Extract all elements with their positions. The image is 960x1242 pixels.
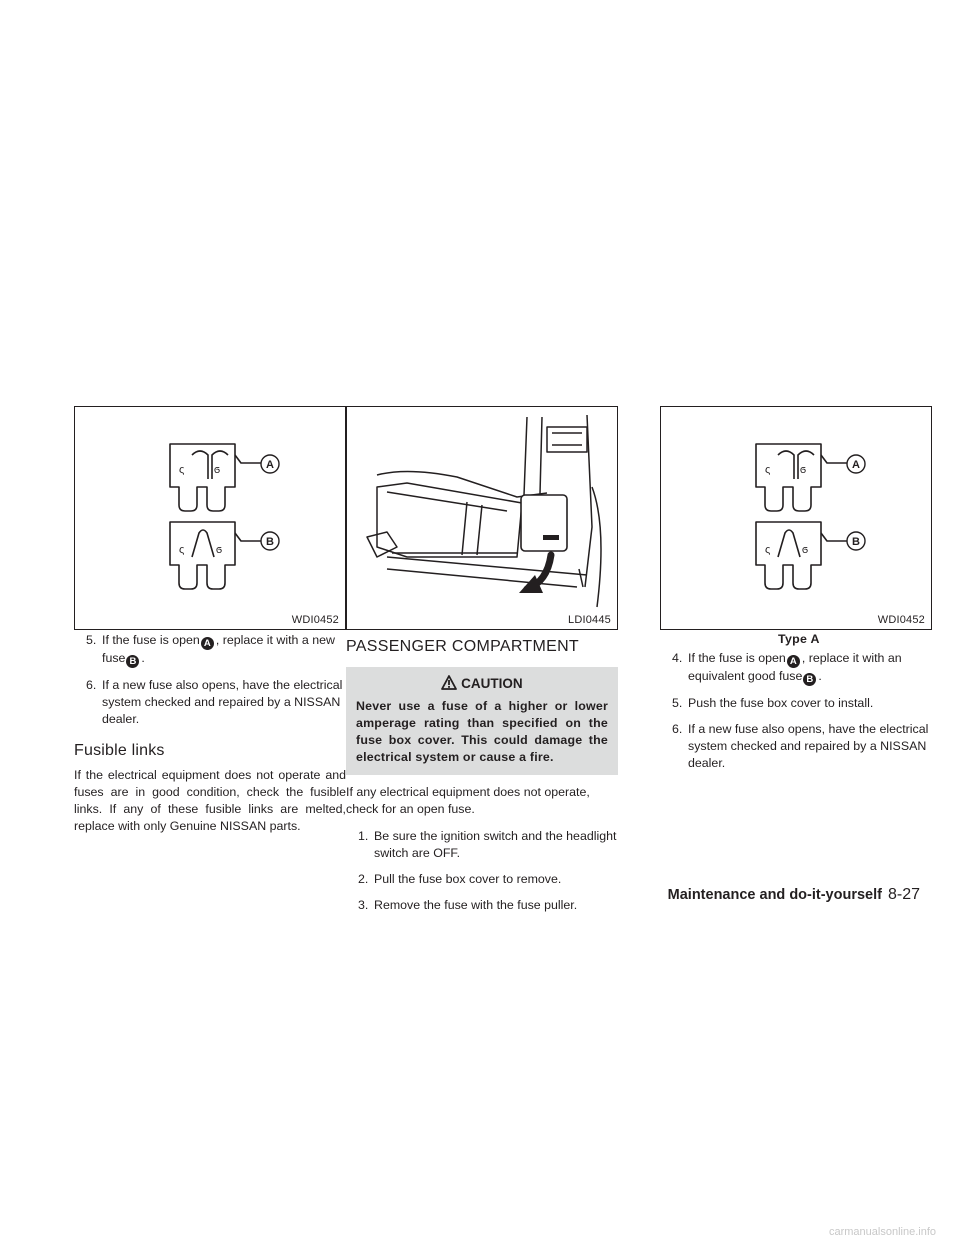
- fuse-illustration: [75, 407, 345, 629]
- label-a-icon: A: [787, 655, 800, 668]
- step-text: Push the fuse box cover to install.: [688, 696, 874, 710]
- figure-fuses-left: [74, 406, 346, 630]
- step-text: If a new fuse also opens, have the electrical system checked and repaired by a NISSAN dealer.: [102, 678, 343, 726]
- step-item: [74, 632, 346, 668]
- figure-fuses-right: [660, 406, 932, 630]
- step-item: [346, 871, 618, 888]
- center-column: [346, 634, 618, 923]
- step-number: 4.: [672, 651, 683, 665]
- step-text: .: [818, 669, 822, 683]
- step-number: 3.: [358, 898, 369, 912]
- figure-code: WDI0452: [291, 614, 339, 626]
- step-text: If a new fuse also opens, have the electrical system checked and repaired by a NISSAN dealer.: [688, 722, 929, 770]
- figure-caption: Type A: [778, 632, 820, 646]
- step-text: , replace it with an equivalent good fuse: [688, 651, 902, 683]
- figure-glovebox: [346, 406, 618, 630]
- step-item: [74, 677, 346, 728]
- step-number: 6.: [86, 678, 97, 692]
- step-text: .: [141, 651, 145, 665]
- body-paragraph: If the electrical equipment does not operate and fuses are in good condition, check the fusible links. If any of these fusible links are melted, replace with only Genuine NISSAN parts.: [74, 768, 346, 833]
- left-column: [74, 632, 346, 845]
- step-text: , replace it with a new fuse: [102, 633, 335, 665]
- callout-a: A: [852, 459, 860, 471]
- callout-a: A: [266, 459, 274, 471]
- page-footer: [668, 886, 920, 904]
- glovebox-illustration: [347, 407, 617, 629]
- callout-b: B: [852, 536, 860, 548]
- callout-b: B: [266, 536, 274, 548]
- section-heading: PASSENGER COMPARTMENT: [346, 638, 579, 655]
- step-item: [346, 897, 618, 914]
- caution-box: [346, 667, 618, 775]
- figure-code: LDI0445: [568, 614, 611, 626]
- step-text: If the fuse is open: [102, 633, 200, 647]
- svg-text:ϭ: ϭ: [214, 464, 221, 476]
- step-number: 5.: [672, 696, 683, 710]
- watermark: carmanualsonline.info: [828, 1226, 936, 1238]
- caution-text: Never use a fuse of a higher or lower amperage rating than specified on the fuse box cover. This could damage the electrical system or cause a fire.: [356, 699, 608, 764]
- step-text: Be sure the ignition switch and the headlight switch are OFF.: [374, 829, 617, 860]
- step-item: [660, 650, 932, 686]
- label-a-icon: A: [201, 637, 214, 650]
- step-number: 6.: [672, 722, 683, 736]
- step-number: 2.: [358, 872, 369, 886]
- step-number: 1.: [358, 829, 369, 843]
- svg-text:ς: ς: [179, 544, 185, 556]
- step-text: Remove the fuse with the fuse puller.: [374, 898, 578, 912]
- footer-section-title: Maintenance and do-it-yourself: [667, 887, 882, 903]
- caution-title: CAUTION: [461, 676, 523, 691]
- section-heading: Fusible links: [74, 742, 165, 759]
- svg-text:ς: ς: [179, 464, 185, 476]
- svg-text:ς: ς: [765, 464, 771, 476]
- step-number: 5.: [86, 633, 97, 647]
- svg-text:ϭ: ϭ: [800, 464, 807, 476]
- page-number: 8-27: [887, 886, 920, 903]
- step-item: [346, 828, 618, 862]
- step-text: Pull the fuse box cover to remove.: [374, 872, 562, 886]
- label-b-icon: B: [126, 655, 139, 668]
- svg-text:ς: ς: [765, 544, 771, 556]
- figure-code: WDI0452: [877, 614, 925, 626]
- label-b-icon: B: [803, 673, 816, 686]
- step-item: [660, 721, 932, 772]
- step-item: [660, 695, 932, 712]
- caution-header: [356, 675, 608, 692]
- warning-icon: [441, 675, 457, 690]
- right-column: [660, 650, 932, 781]
- svg-text:ϭ: ϭ: [802, 544, 809, 556]
- fuse-illustration: [661, 407, 931, 629]
- step-text: If the fuse is open: [688, 651, 786, 665]
- body-paragraph: If any electrical equipment does not operate, check for an open fuse.: [346, 785, 590, 816]
- svg-text:ϭ: ϭ: [216, 544, 223, 556]
